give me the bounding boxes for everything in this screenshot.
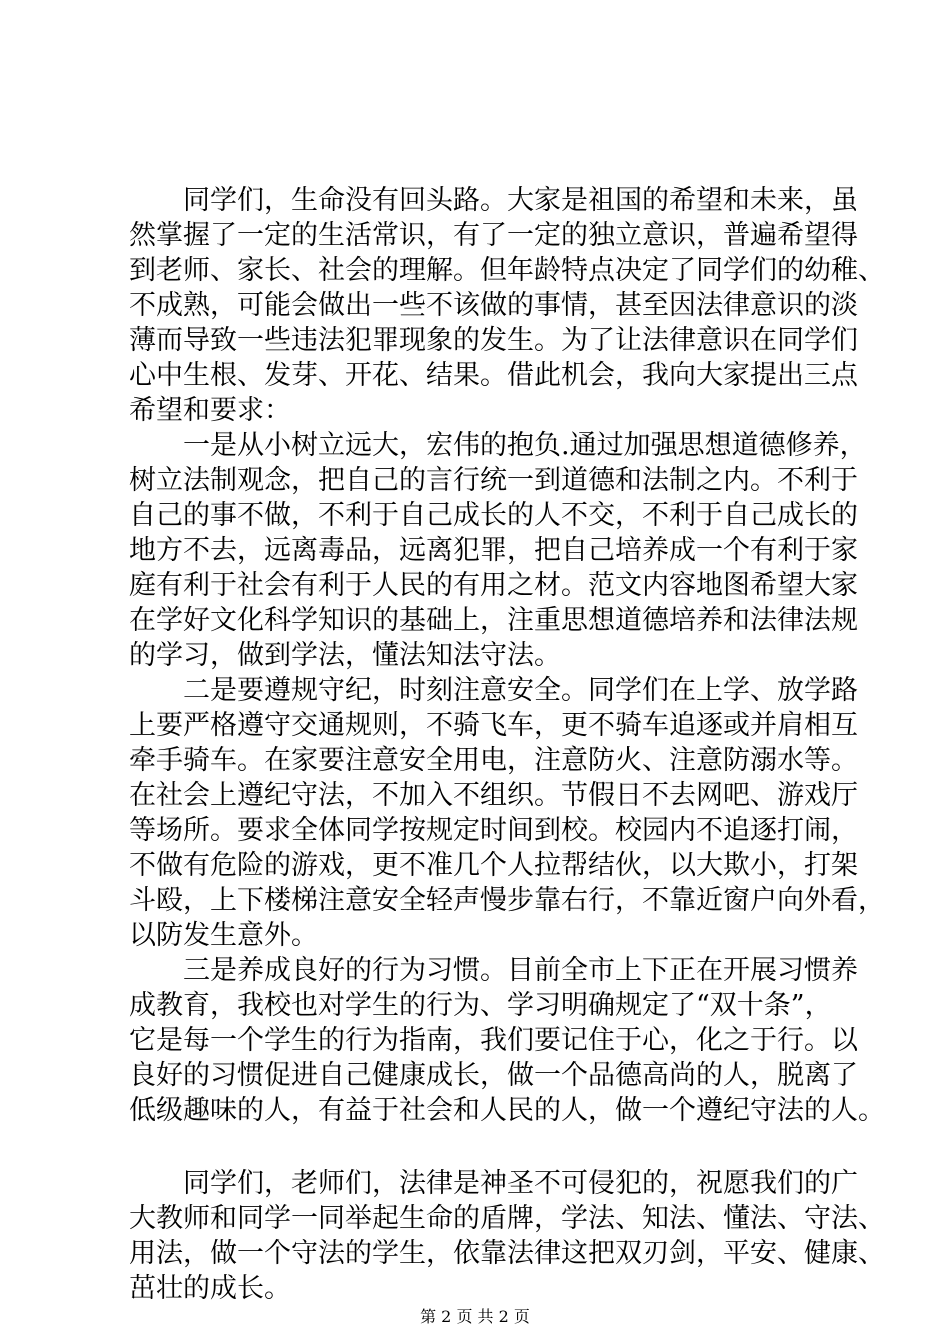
body-line: 自己的事不做，不利于自己成长的人不交，不利于自己成长的	[129, 500, 858, 531]
body-line: 薄而导致一些违法犯罪现象的发生。为了让法律意识在同学们	[129, 325, 858, 356]
body-line: 一是从小树立远大，宏伟的抱负.通过加强思想道德修养，	[129, 430, 867, 461]
body-line: 斗殴，上下楼梯注意安全轻声慢步靠右行，不靠近窗户向外看，	[129, 885, 885, 916]
body-line: 大教师和同学一同举起生命的盾牌，学法、知法、懂法、守法、	[129, 1203, 885, 1234]
body-line: 庭有利于社会有利于人民的有用之材。范文内容地图希望大家	[129, 570, 858, 601]
body-line: 等场所。要求全体同学按规定时间到校。校园内不追逐打闹，	[129, 815, 858, 846]
body-line: 希望和要求：	[129, 395, 291, 426]
body-line: 它是每一个学生的行为指南，我们要记住于心，化之于行。以	[129, 1025, 858, 1056]
page-number-footer: 第 2 页 共 2 页	[420, 1307, 530, 1326]
body-line: 的学习，做到学法，懂法知法守法。	[129, 640, 561, 671]
body-line: 在学好文化科学知识的基础上，注重思想道德培养和法律法规	[129, 605, 858, 636]
body-line: 低级趣味的人，有益于社会和人民的人，做一个遵纪守法的人。	[129, 1095, 885, 1126]
body-line: 树立法制观念，把自己的言行统一到道德和法制之内。不利于	[129, 465, 858, 496]
body-line: 三是养成良好的行为习惯。目前全市上下正在开展习惯养	[129, 955, 858, 986]
body-line: 牵手骑车。在家要注意安全用电，注意防火、注意防溺水等。	[129, 745, 858, 776]
body-line: 不成熟，可能会做出一些不该做的事情，甚至因法律意识的淡	[129, 290, 858, 321]
body-line: 心中生根、发芽、开花、结果。借此机会，我向大家提出三点	[129, 360, 858, 391]
body-line: 成教育，我校也对学生的行为、学习明确规定了“双十条”，	[129, 990, 832, 1021]
body-line: 地方不去，远离毒品，远离犯罪，把自己培养成一个有利于家	[129, 535, 858, 566]
body-line: 茁壮的成长。	[129, 1273, 291, 1304]
body-line: 同学们，生命没有回头路。大家是祖国的希望和未来，虽	[129, 185, 858, 216]
body-line: 然掌握了一定的生活常识，有了一定的独立意识，普遍希望得	[129, 220, 858, 251]
body-line: 二是要遵规守纪，时刻注意安全。同学们在上学、放学路	[129, 675, 858, 706]
body-line: 用法，做一个守法的学生，依靠法律这把双刃剑，平安、健康、	[129, 1238, 885, 1269]
body-line: 不做有危险的游戏，更不准几个人拉帮结伙，以大欺小，打架	[129, 850, 858, 881]
body-line: 以防发生意外。	[129, 920, 318, 951]
body-line: 同学们，老师们，法律是神圣不可侵犯的，祝愿我们的广	[129, 1168, 858, 1199]
body-line: 上要严格遵守交通规则，不骑飞车，更不骑车追逐或并肩相互	[129, 710, 858, 741]
body-line: 到老师、家长、社会的理解。但年龄特点决定了同学们的幼稚、	[129, 255, 885, 286]
body-line: 良好的习惯促进自己健康成长，做一个品德高尚的人，脱离了	[129, 1060, 858, 1091]
body-line: 在社会上遵纪守法，不加入不组织。节假日不去网吧、游戏厅	[129, 780, 858, 811]
